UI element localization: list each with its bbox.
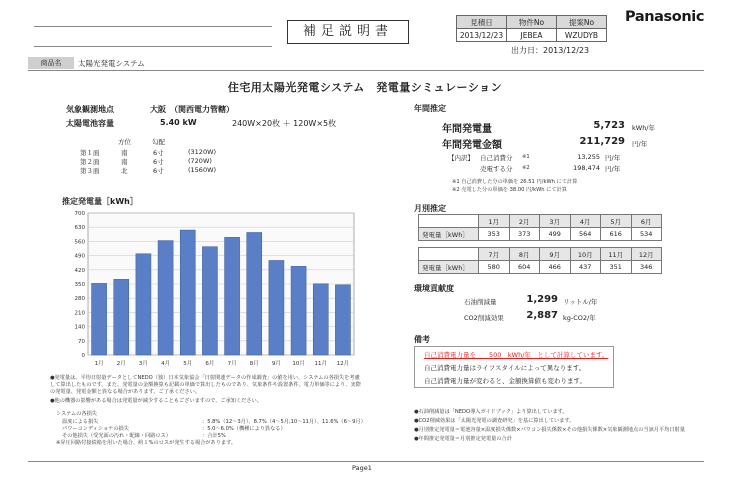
note-methodology: ●発電量は、平均日射量データとしてNEDO（独）日本気象協会「日射関連データの作成調査」の値を用い、システムの各損失を考慮して算出したものです。また、発電量の金額換算も記載の単価で算出したものであり、気象条件や設置条件、電力単価等により、実際の発電量、発電金額と異なる場合があります。ご了承ください。: [50, 375, 361, 395]
monthly-row-label: 発電量［kWh］: [419, 261, 479, 274]
month-header: 9月: [540, 248, 571, 261]
info-header-date: 見積日: [457, 16, 507, 29]
x-tick-label: 10月: [292, 361, 305, 367]
y-tick-label: 140: [74, 324, 85, 331]
monthly-table-first-half: [418, 214, 662, 241]
bar: [335, 285, 350, 355]
document-info-table: [456, 15, 607, 42]
month-value: 346: [631, 261, 662, 274]
self-consumption-unit: 円/年: [605, 154, 621, 162]
y-tick-label: 350: [74, 282, 85, 288]
y-tick-label: 630: [74, 225, 85, 232]
bar: [114, 279, 129, 355]
face-1-slope: 6寸: [153, 149, 164, 157]
product-name: 太陽光発電システム: [78, 59, 145, 68]
month-value: 604: [509, 261, 540, 274]
month-value: 564: [570, 228, 601, 241]
x-tick-label: 1月: [94, 361, 104, 367]
annual-heading: 年間推定: [414, 104, 446, 113]
face-3-name: 第３面: [80, 167, 100, 175]
loss-pcs-label: パワーコンディショナの損失: [62, 426, 129, 432]
note-monthly-formula: ●月別推定発電量＝電池容量×温度損失係数×パワコン損失係数×その他損失係数×気象観測地点の当該月平均日射量: [414, 427, 685, 433]
sell-unit: 円/年: [605, 165, 621, 173]
month-header: 5月: [601, 215, 632, 228]
annual-amount-label: 年間発電金額: [442, 140, 502, 151]
remark-conversion: 自己消費電力量が変わると、金額換算値も変わります。: [424, 377, 586, 385]
month-value: 353: [479, 228, 510, 241]
chart-heading: 推定発電量［kWh］: [62, 197, 138, 206]
face-2-name: 第２面: [80, 158, 100, 166]
issue-date: 出力日：2013/12/23: [511, 46, 590, 55]
co2-reduction-unit: kg-CO2/年: [563, 314, 596, 322]
month-header: 2月: [509, 215, 540, 228]
annual-generation-label: 年間発電量: [442, 124, 492, 135]
info-value-date: 2013/12/23: [457, 29, 507, 42]
info-header-property-no: 物件No: [507, 16, 557, 29]
bar: [225, 237, 240, 355]
info-header-proposal-no: 提案No: [557, 16, 607, 29]
x-tick-label: 12月: [336, 361, 350, 367]
x-tick-label: 11月: [314, 361, 327, 367]
oil-reduction-unit: リットル/年: [563, 298, 598, 306]
loss-note: ※昇圧回路付接続箱を用いた場合、約１%のロスが発生する場合があります。: [56, 440, 237, 446]
month-header: 7月: [479, 248, 510, 261]
info-value-proposal-no: WZUDYB: [557, 29, 607, 42]
face-3-direction: 北: [121, 167, 128, 175]
note-self-price: ※1 自己消費した分の単価を 26.51 円/kWh にて計算: [452, 179, 578, 185]
face-1-watt: (3120W): [188, 148, 217, 156]
monthly-generation-chart: [60, 207, 360, 371]
bar: [180, 230, 195, 355]
face-1-direction: 南: [121, 149, 128, 157]
remark-lifestyle: 自己消費電力量はライフスタイルによって異なります。: [424, 364, 586, 372]
breakdown-label: 【内訳】: [448, 154, 474, 162]
bar: [92, 283, 107, 355]
note-annual-formula: ●年間推定発電量＝月別推定発電量の合計: [414, 436, 512, 442]
note-sell-price: ※2 売電した分の単価を 38.00 円/kWh にて計算: [452, 187, 567, 193]
environment-heading: 環境貢献度: [414, 284, 454, 293]
info-value-property-no: JEBEA: [507, 29, 557, 42]
face-2-direction: 南: [121, 158, 128, 166]
co2-reduction-value: 2,887: [526, 310, 558, 321]
face-3-watt: (1560W): [188, 166, 217, 174]
y-tick-label: 0: [81, 353, 85, 359]
capacity-value: 5.40 kW: [160, 118, 197, 127]
self-consumption-value: 13,255: [577, 153, 600, 161]
product-label: 商品名: [28, 57, 74, 69]
x-tick-label: 4月: [161, 361, 171, 367]
y-tick-label: 280: [74, 296, 85, 303]
document-title: 補足説明書: [287, 20, 409, 44]
month-header: 6月: [631, 215, 662, 228]
monthly-row-label: 発電量［kWh］: [419, 228, 479, 241]
y-tick-label: 70: [78, 338, 85, 345]
remarks-heading: 備考: [414, 335, 430, 344]
location-label: 気象観測地点: [66, 105, 114, 114]
annual-amount-unit: 円/年: [632, 140, 648, 148]
direction-header: 方位: [118, 138, 131, 146]
y-tick-label: 560: [74, 239, 85, 246]
loss-pcs-value: ：5.0〜6.0%（機種により異なる）: [202, 426, 286, 432]
oil-reduction-value: 1,299: [526, 294, 558, 305]
face-3-slope: 6寸: [153, 167, 164, 175]
month-value: 466: [540, 261, 571, 274]
bar: [202, 247, 217, 355]
note-oil-source: ●石油削減量は「NEDO導入ガイドブック」より算出しています。: [414, 409, 568, 415]
bar: [247, 232, 262, 355]
month-header: 10月: [570, 248, 601, 261]
monthly-heading: 月別推定: [414, 204, 446, 213]
sell-label: 売電する分: [480, 165, 513, 173]
y-tick-label: 420: [74, 267, 85, 274]
x-tick-label: 8月: [249, 361, 259, 367]
main-title: 住宅用太陽光発電システム 発電量シミュレーション: [227, 81, 503, 94]
month-value: 351: [601, 261, 632, 274]
month-header: 8月: [509, 248, 540, 261]
bar: [313, 284, 328, 355]
bar: [269, 260, 284, 355]
annual-generation-unit: kWh/年: [632, 124, 656, 132]
month-value: 373: [509, 228, 540, 241]
month-header: 12月: [631, 248, 662, 261]
monthly-table-second-half: [418, 247, 662, 274]
x-tick-label: 9月: [271, 361, 281, 367]
self-consumption-label: 自己消費分: [480, 154, 513, 162]
month-header: 4月: [570, 215, 601, 228]
loss-title: システムの各損失: [56, 411, 97, 417]
face-1-name: 第１面: [80, 149, 100, 157]
x-tick-label: 2月: [116, 361, 126, 367]
capacity-label: 太陽電池容量: [66, 119, 114, 128]
month-value: 437: [570, 261, 601, 274]
face-2-slope: 6寸: [153, 158, 164, 166]
month-value: 499: [540, 228, 571, 241]
brand-logo: Panasonic: [625, 9, 705, 25]
x-tick-label: 3月: [138, 361, 148, 367]
page-number: Page1: [352, 464, 372, 472]
sell-mark: ※2: [522, 165, 530, 171]
y-tick-label: 490: [74, 253, 85, 260]
month-header: 3月: [540, 215, 571, 228]
slope-header: 勾配: [152, 138, 165, 146]
month-value: 534: [631, 228, 662, 241]
oil-reduction-label: 石油削減量: [464, 298, 497, 306]
x-tick-label: 7月: [227, 361, 237, 367]
bar: [291, 266, 306, 355]
month-value: 580: [479, 261, 510, 274]
y-tick-label: 210: [74, 310, 85, 317]
bar: [158, 241, 173, 355]
bar: [136, 254, 151, 355]
loss-temp-label: 温度による損失: [62, 419, 99, 425]
x-tick-label: 6月: [205, 361, 215, 367]
note-other-devices: ●他の機器の影響がある場合は発電量が減少することもございますので、ご承知ください。: [50, 398, 262, 404]
month-header: 1月: [479, 215, 510, 228]
loss-other-value: ：合計5%: [202, 433, 226, 439]
capacity-detail: 240W×20枚 ＋ 120W×5枚: [232, 119, 337, 128]
annual-generation-value: 5,723: [593, 120, 625, 131]
annual-amount-value: 211,729: [579, 136, 625, 147]
remark-self-consumption: 自己消費電力量を 500 kWh/年 として計算しています。: [424, 351, 609, 359]
loss-temp-value: ：5.8%（12〜3月）、8.7%（4〜5月,10〜11月）、11.6%（6〜9月）: [202, 419, 366, 425]
month-header: 11月: [601, 248, 632, 261]
location-value: 大阪 （関西電力管轄）: [150, 105, 234, 114]
sell-value: 198,474: [573, 164, 600, 172]
y-tick-label: 700: [74, 211, 85, 217]
loss-other-label: その他損失（受光面の汚れ・配線・回路ロス）: [62, 433, 171, 439]
note-co2-source: ●CO2削減効果は「太陽光発電の調査研究」を基に算出しています。: [414, 418, 575, 424]
face-2-watt: (720W): [188, 157, 212, 165]
self-consumption-mark: ※1: [522, 154, 530, 160]
x-tick-label: 5月: [183, 361, 193, 367]
month-value: 616: [601, 228, 632, 241]
co2-reduction-label: CO2削減効果: [464, 314, 504, 322]
